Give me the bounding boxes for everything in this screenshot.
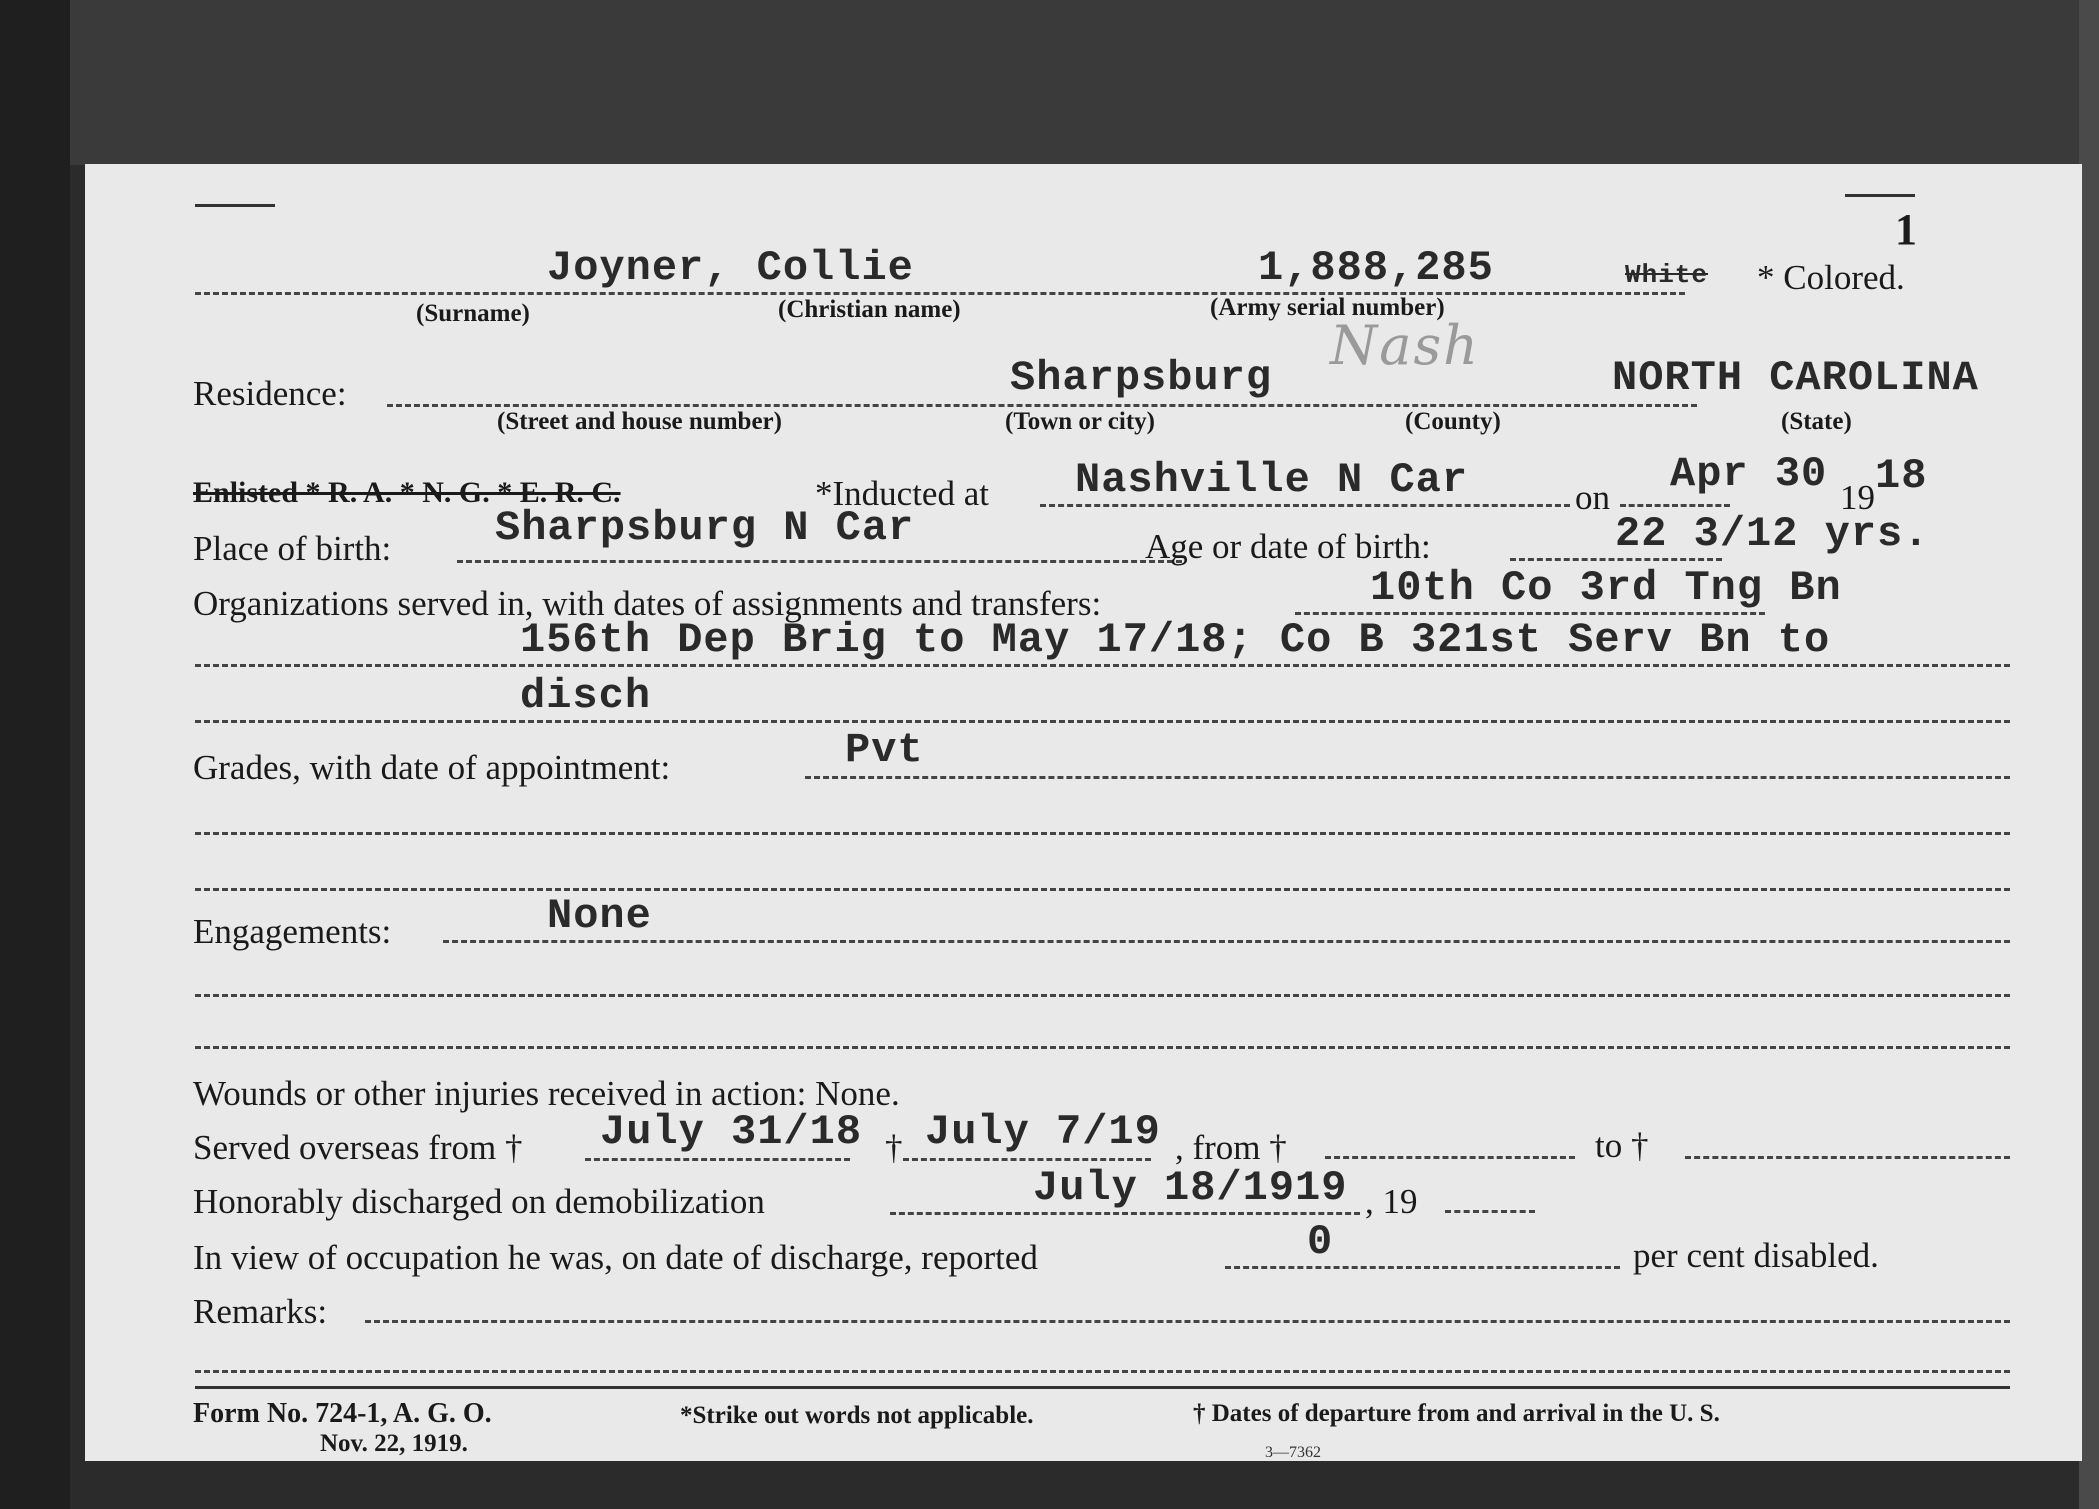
grades-label: Grades, with date of appointment:	[193, 748, 671, 787]
county-handwritten: Nash	[1330, 314, 1480, 377]
overseas-to-label-2: to †	[1595, 1126, 1649, 1165]
residence-label: Residence:	[193, 374, 347, 413]
organizations-value-1: 10th Co 3rd Tng Bn	[1370, 564, 1842, 612]
disability-label: In view of occupation he was, on date of discharge, reported	[193, 1238, 1038, 1277]
organizations-line-1	[1295, 612, 1765, 615]
engagements-line-3	[195, 1046, 2010, 1049]
top-right-rule	[1845, 194, 1915, 197]
engagements-value: None	[547, 892, 652, 940]
residence-line	[387, 404, 1697, 407]
disability-line	[1225, 1266, 1620, 1269]
place-of-birth-label: Place of birth:	[193, 529, 392, 568]
engagements-line-1	[443, 940, 2010, 943]
footer-rule	[195, 1386, 2010, 1389]
grades-line-2	[195, 832, 2010, 835]
serial-value: 1,888,285	[1258, 244, 1494, 292]
organizations-line-2	[195, 664, 2010, 667]
inducted-date-value: Apr 30	[1670, 450, 1828, 498]
place-of-birth-line	[457, 560, 1182, 563]
organizations-value-2: 156th Dep Brig to May 17/18; Co B 321st Serv Bn to	[520, 616, 1831, 664]
service-record-card	[85, 164, 2082, 1461]
remarks-line-1	[365, 1320, 2010, 1323]
disability-value: 0	[1307, 1218, 1334, 1266]
overseas-from-value: July 31/18	[600, 1108, 863, 1156]
discharge-value: July 18/1919	[1033, 1164, 1348, 1212]
overseas-to-value: July 7/19	[925, 1108, 1161, 1156]
engagements-label: Engagements:	[193, 912, 392, 951]
overseas-from-line-2	[1325, 1156, 1575, 1159]
overseas-to-line	[903, 1158, 1151, 1161]
grades-line-3	[195, 888, 2010, 891]
town-caption: (Town or city)	[1005, 408, 1155, 435]
form-date: Nov. 22, 1919.	[320, 1430, 468, 1457]
race-struck: White	[1625, 260, 1709, 290]
surname-caption: (Surname)	[416, 300, 530, 327]
remarks-line-2	[195, 1370, 2010, 1373]
form-number: Form No. 724-1, A. G. O.	[193, 1398, 492, 1429]
on-label: on	[1575, 478, 1610, 517]
grades-line-1	[805, 776, 2010, 779]
name-line	[195, 292, 1685, 295]
scan-background-left	[0, 0, 70, 1509]
enlisted-struck: Enlisted * R. A. * N. G. * E. R. C.	[193, 476, 621, 509]
county-caption: (County)	[1405, 408, 1501, 435]
print-code: 3—7362	[1265, 1444, 1321, 1461]
overseas-from-label-2: , from †	[1175, 1128, 1287, 1167]
disability-suffix: per cent disabled.	[1633, 1236, 1879, 1275]
remarks-label: Remarks:	[193, 1292, 328, 1331]
overseas-from-line	[585, 1158, 850, 1161]
organizations-line-3	[195, 720, 2010, 723]
year-value: 18	[1875, 452, 1928, 500]
discharge-line	[890, 1212, 1360, 1215]
strike-out-note: *Strike out words not applicable.	[680, 1402, 1034, 1429]
date-line	[1620, 504, 1730, 507]
scan-background-right	[2079, 0, 2099, 1509]
age-line	[1510, 558, 1722, 561]
organizations-value-3: disch	[520, 672, 652, 720]
overseas-to-line-2	[1685, 1156, 2010, 1159]
serial-caption: (Army serial number)	[1210, 294, 1445, 321]
race-label: * Colored.	[1757, 258, 1905, 297]
age-label: Age or date of birth:	[1145, 527, 1431, 566]
organizations-label: Organizations served in, with dates of assignments and transfers:	[193, 584, 1102, 623]
inducted-place-value: Nashville N Car	[1075, 456, 1469, 504]
state-caption: (State)	[1781, 408, 1852, 435]
overseas-label: Served overseas from †	[193, 1128, 523, 1167]
town-value: Sharpsburg	[1010, 354, 1273, 402]
place-of-birth-value: Sharpsburg N Car	[495, 504, 915, 552]
overseas-dagger: †	[885, 1128, 903, 1167]
grades-value: Pvt	[845, 726, 924, 774]
engagements-line-2	[195, 994, 2010, 997]
card-number: 1	[1895, 205, 1917, 254]
discharge-year-suffix: , 19	[1365, 1182, 1418, 1221]
discharge-year-line	[1445, 1210, 1535, 1213]
year-prefix: 19	[1840, 478, 1875, 517]
scan-background-top	[0, 0, 2099, 165]
inducted-line	[1040, 504, 1570, 507]
inducted-label: *Inducted at	[815, 474, 989, 513]
discharge-label: Honorably discharged on demobilization	[193, 1182, 765, 1221]
dates-note: † Dates of departure from and arrival in the U. S.	[1193, 1400, 1720, 1427]
top-left-rule	[195, 204, 275, 207]
wounds-label: Wounds or other injuries received in action: None.	[193, 1074, 900, 1113]
christian-name-caption: (Christian name)	[778, 296, 961, 323]
age-value: 22 3/12 yrs.	[1615, 510, 1930, 558]
surname-value: Joyner, Collie	[547, 244, 914, 292]
street-caption: (Street and house number)	[497, 408, 782, 435]
state-value: NORTH CAROLINA	[1612, 354, 1979, 402]
